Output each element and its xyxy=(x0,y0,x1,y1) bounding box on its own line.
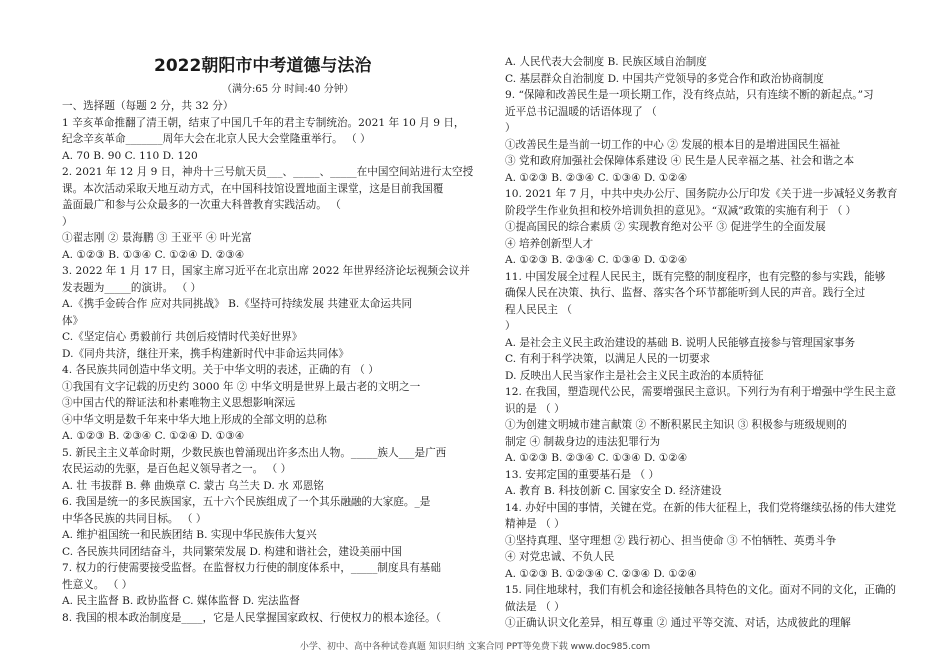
left-text-line: 纪念辛亥革命_______周年大会在北京人民大会堂隆重举行。 （ ） xyxy=(62,133,371,145)
right-text-line: 9. “保障和改善民生是一项长期工作，没有终点站，只有连续不断的新起点。”习 xyxy=(505,89,874,101)
left-text-line: 一、选择题（每题 2 分，共 32 分） xyxy=(62,100,234,112)
left-text-line: 性意义。 （ ） xyxy=(62,578,133,591)
page-subtitle: （满分:65 分 时间:40 分钟） xyxy=(222,84,354,95)
right-text-line: ①提高国民的综合素质 ② 实现教育绝对公平 ③ 促进学生的全面发展 xyxy=(505,221,826,233)
left-text-line: C. 各民族共同团结奋斗，共同繁荣发展 D. 构建和谐社会，建设美丽中国 xyxy=(62,545,402,558)
left-text-line: 4. 各民族共同创造中华文明。关于中华文明的表述，正确的有 （ ） xyxy=(62,364,379,376)
right-text-line: ①为创建文明城市建言献策 ② 不断积累民主知识 ③ 积极参与班级规则的 xyxy=(505,419,847,431)
left-text-line: 1 辛亥革命推翻了清王朝，结束了中国几千年的君主专制统治。2021 年 10 月 9 日， xyxy=(62,116,465,129)
right-text-line: 识的是 （ ） xyxy=(505,402,565,415)
right-text-line: A. ①②③ B. ②③④ C. ①③④ D. ①②④ xyxy=(505,452,688,464)
left-text-line: C.《坚定信心 勇毅前行 共创后疫情时代美好世界》 xyxy=(62,331,303,343)
right-text-line: C. 基层群众自治制度 D. 中国共产党领导的多党合作和政治协商制度 xyxy=(505,72,824,85)
right-text-line: 确保人民在决策、执行、监督、落实各个环节都能听到人民的声音。践行全过 xyxy=(505,287,866,299)
left-text-line: 2. 2021 年 12 月 9 日，神舟十三号航天员___、_____、_____在中国空间站进行太空授 xyxy=(62,166,474,178)
left-text-line: A. 壮 韦拔群 B. 彝 曲焕章 C. 蒙古 乌兰夫 D. 水 邓恩铭 xyxy=(62,479,324,492)
right-text-line: ） xyxy=(505,122,516,134)
left-text-line: 体》 xyxy=(62,314,84,327)
right-text-line: 13. 安邦定国的重要基石是 （ ） xyxy=(505,468,660,481)
left-text-line: 8. 我国的根本政治制度是____，它是人民掌握国家政权、行使权力的根本途径。（ xyxy=(62,611,441,624)
right-text-line: ④ 对党忠诚、不负人民 xyxy=(505,551,615,563)
right-text-line: C. 有利于科学决策，以满足人民的一切要求 xyxy=(505,353,711,365)
left-text-line: 农民运动的先驱，是百色起义领导者之一。 （ ） xyxy=(62,463,292,475)
left-text-line: 发表题为_____的演讲。 （ ） xyxy=(62,281,202,294)
right-text-line: 程人民民主 （ xyxy=(505,303,572,316)
right-text-line: D. 反映出人民当家作主是社会主义民主政治的本质特征 xyxy=(505,369,764,382)
left-text-line: A. 70 B. 90 C. 110 D. 120 xyxy=(62,149,198,162)
right-text-line: 15. 同住地球村，我们有机会和途径接触各具特色的文化。面对不同的文化，正确的 xyxy=(505,584,896,596)
right-text-line: ） xyxy=(505,320,516,332)
left-text-line: 中华各民族的共同目标。 （ ） xyxy=(62,512,207,525)
left-text-line: A. 维护祖国统一和民族团结 B. 实现中华民族伟大复兴 xyxy=(62,529,317,541)
left-text-line: ①翟志刚 ② 景海鹏 ③ 王亚平 ④ 叶光富 xyxy=(62,232,252,244)
left-text-line: 盖面最广和参与公众最多的一次重大科普教育实践活动。 （ xyxy=(62,199,341,211)
right-text-line: 12. 在我国，塑造现代公民，需要增强民主意识。下列行为有利于增强中学生民主意 xyxy=(505,386,896,398)
right-text-line: ①坚持真理、坚守理想 ② 践行初心、担当使命 ③ 不怕牺牲、英勇斗争 xyxy=(505,534,837,547)
right-text-line: 做法是 （ ） xyxy=(505,600,565,613)
right-text-line: 14. 办好中国的事情，关键在党。在新的伟大征程上，我们党将继续弘扬的伟大建党 xyxy=(505,501,896,514)
left-text-line: A.《携手金砖合作 应对共同挑战》 B.《坚持可持续发展 共建亚太命运共同 xyxy=(62,298,413,310)
right-text-line: ③ 党和政府加强社会保障体系建设 ④ 民生是人民幸福之基、社会和谐之本 xyxy=(505,155,855,167)
right-text-line: ①改善民生是当前一切工作的中心 ② 发展的根本目的是增进国民生福祉 xyxy=(505,138,841,151)
right-text-line: ④ 培养创新型人才 xyxy=(505,237,594,250)
left-text-line: 7. 权力的行使需要接受监督。在监督权力行使的制度体系中，_____制度具有基础 xyxy=(62,562,441,574)
right-text-line: 精神是 （ ） xyxy=(505,518,565,530)
right-text-line: 近平总书记温暖的话语体现了 （ xyxy=(505,105,657,118)
left-text-line: A. ①②③ B. ②③④ C. ①②④ D. ①③④ xyxy=(62,430,245,442)
left-text-line: A. ①②③ B. ①③④ C. ①②④ D. ②③④ xyxy=(62,248,245,261)
left-text-line: 5. 新民主主义革命时期，少数民族也曾涌现出许多杰出人物。_____族人___是广西 xyxy=(62,446,447,459)
right-text-line: A. 教育 B. 科技创新 C. 国家安全 D. 经济建设 xyxy=(505,485,722,497)
page-footer: 小学、初中、高中各种试卷真题 知识归纳 文案合同 PPT等免费下载 www.doc985.com xyxy=(299,642,651,652)
left-text-line: A. 民主监督 B. 政协监督 C. 媒体监督 D. 宪法监督 xyxy=(62,595,300,607)
left-text-line: 6. 我国是统一的多民族国家，五十六个民族组成了一个其乐融融的大家庭。_是 xyxy=(62,496,431,508)
left-text-line: ） xyxy=(62,215,73,228)
right-text-line: A. ①②③ B. ①②③④ C. ②③④ D. ①②④ xyxy=(505,567,697,580)
right-text-line: ①正确认识文化差异，相互尊重 ② 通过平等交流、对话，达成彼此的理解 xyxy=(505,617,851,629)
right-text-line: 10. 2021 年 7 月，中共中央办公厅、国务院办公厅印发《关于进一步减轻义务教育 xyxy=(505,188,898,200)
left-text-line: ④中华文明是数千年来中华大地上形成的全部文明的总称 xyxy=(62,413,327,426)
left-text-line: D.《同舟共济，继往开来，携手构建新时代中非命运共同体》 xyxy=(62,347,349,360)
right-text-line: 11. 中国发展全过程人民民主，既有完整的制度程序，也有完整的参与实践，能够 xyxy=(505,270,886,283)
right-text-line: A. 是社会主义民主政治建设的基础 B. 说明人民能够直接参与管理国家事务 xyxy=(505,336,856,349)
right-text-line: A. 人民代表大会制度 B. 民族区域自治制度 xyxy=(505,56,707,68)
right-text-line: A. ①②③ B. ②③④ C. ①③④ D. ①②④ xyxy=(505,171,688,184)
right-text-line: A. ①②③ B. ②③④ C. ①③④ D. ①②④ xyxy=(505,254,688,266)
left-text-line: 3. 2022 年 1 月 17 日，国家主席习近平在北京出席 2022 年世界经济论坛视频会议并 xyxy=(62,265,470,277)
right-text-line: 阶段学生作业负担和校外培训负担的意见》。“双减”政策的实施有利于 （ ） xyxy=(505,204,857,217)
left-text-line: 课。本次活动采取天地互动方式，在中国科技馆设置地面主课堂，这是目前我国覆 xyxy=(62,182,444,195)
page-title: 2022朝阳市中考道德与法治 xyxy=(154,56,372,76)
left-text-line: ①我国有文字记载的历史约 3000 年 ② 中华文明是世界上最古老的文明之一 xyxy=(62,380,421,393)
left-text-line: ③中国古代的辩证法和朴素唯物主义思想影响深远 xyxy=(62,397,296,409)
right-text-line: 制定 ④ 制裁身边的违法犯罪行为 xyxy=(505,435,661,448)
